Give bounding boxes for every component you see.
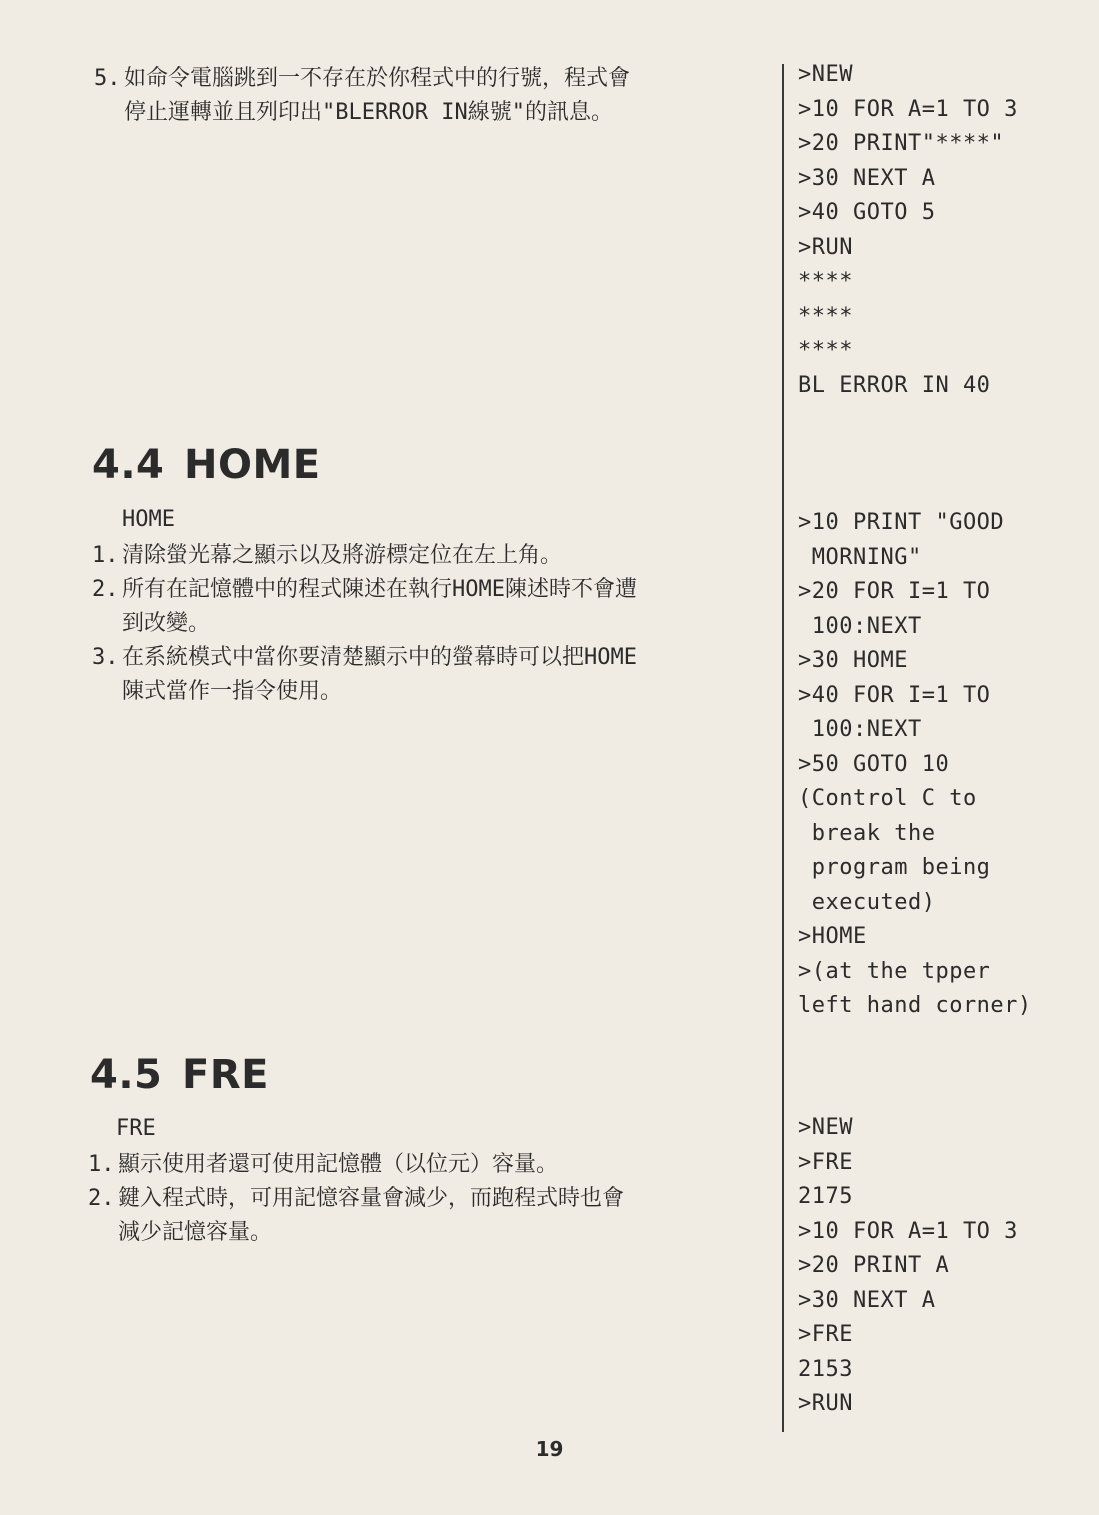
section-45-text xyxy=(88,1112,768,1250)
item-line: 所有在記憶體中的程式陳述在執行HOME陳述時不會遭 xyxy=(122,577,637,602)
item-line: 清除螢光幕之顯示以及將游標定位在左上角。 xyxy=(122,543,563,568)
item-number: 5. xyxy=(94,66,121,91)
code-line: >10 FOR A=1 TO 3 xyxy=(798,96,1018,122)
code-line: **** xyxy=(798,303,853,329)
section-43-text xyxy=(94,62,774,130)
item-number: 1. xyxy=(88,1152,115,1177)
code-line: (Control C to xyxy=(798,786,977,811)
code-line: left hand corner) xyxy=(798,993,1032,1018)
code-line: >FRE xyxy=(798,1322,853,1347)
code-line: **** xyxy=(798,269,853,294)
keyword-label: HOME xyxy=(122,507,175,532)
column-divider xyxy=(782,64,784,1432)
code-line: >20 PRINT"****" xyxy=(798,131,1005,156)
code-line: >RUN xyxy=(798,1391,853,1416)
section-number: 4.4 xyxy=(92,442,165,488)
list-item xyxy=(92,641,772,709)
code-listing-43 xyxy=(798,58,1018,403)
code-line: BL ERROR IN 40 xyxy=(798,372,991,398)
code-line: >30 NEXT A xyxy=(798,165,936,191)
item-line: 陳式當作一指令使用。 xyxy=(122,679,343,704)
code-line: 2175 xyxy=(798,1184,853,1209)
item-line: 如命令電腦跳到一不存在於你程式中的行號，程式會 xyxy=(124,66,631,91)
item-number: 3. xyxy=(92,645,119,670)
section-title: HOME xyxy=(184,442,321,488)
code-line: >50 GOTO 10 xyxy=(798,751,950,777)
list-item xyxy=(92,573,772,641)
code-line: >40 FOR I=1 TO xyxy=(798,682,991,708)
keyword-label: FRE xyxy=(116,1116,156,1141)
code-line: MORNING" xyxy=(798,544,922,570)
code-line: **** xyxy=(798,338,853,363)
code-listing-44 xyxy=(798,506,1032,1024)
code-line: 100:NEXT xyxy=(798,717,922,742)
section-heading-home xyxy=(92,442,321,488)
section-heading-fre xyxy=(90,1052,269,1098)
section-44-text xyxy=(92,503,772,709)
item-line: 減少記憶容量。 xyxy=(118,1220,273,1245)
item-line: 鍵入程式時，可用記憶容量會減少，而跑程式時也會 xyxy=(118,1186,625,1211)
section-title: FRE xyxy=(182,1052,269,1098)
code-line: >20 PRINT A xyxy=(798,1253,950,1278)
item-line: 停止運轉並且列印出"BLERROR IN線號"的訊息。 xyxy=(124,100,613,125)
list-item xyxy=(94,62,774,130)
code-line: >30 NEXT A xyxy=(798,1287,936,1313)
code-line: >20 FOR I=1 TO xyxy=(798,579,991,604)
item-number: 2. xyxy=(92,577,119,602)
section-number: 4.5 xyxy=(90,1052,163,1098)
code-line: >RUN xyxy=(798,234,853,260)
code-line: >NEW xyxy=(798,1115,853,1140)
list-item xyxy=(88,1148,768,1182)
code-listing-45 xyxy=(798,1111,1018,1422)
code-line: >40 GOTO 5 xyxy=(798,200,936,225)
code-line: break the xyxy=(798,820,936,846)
item-line: 在系統模式中當你要清楚顯示中的螢幕時可以把HOME xyxy=(122,645,637,670)
item-number: 1. xyxy=(92,543,119,568)
code-line: >(at the tpper xyxy=(798,958,991,984)
list-item xyxy=(88,1182,768,1250)
code-line: 100:NEXT xyxy=(798,613,922,639)
item-line: 顯示使用者還可使用記憶體（以位元）容量。 xyxy=(118,1152,559,1177)
code-line: >10 PRINT "GOOD xyxy=(798,510,1005,535)
page-number: 19 xyxy=(535,1437,564,1461)
item-line: 到改變。 xyxy=(122,611,211,636)
code-line: >10 FOR A=1 TO 3 xyxy=(798,1218,1018,1244)
code-line: 2153 xyxy=(798,1356,853,1382)
item-number: 2. xyxy=(88,1186,115,1211)
code-line: >NEW xyxy=(798,62,853,87)
code-line: >FRE xyxy=(798,1149,853,1175)
list-item xyxy=(92,539,772,573)
code-line: program being xyxy=(798,855,991,880)
code-line: >30 HOME xyxy=(798,648,908,673)
code-line: >HOME xyxy=(798,924,867,949)
code-line: executed) xyxy=(798,889,936,915)
